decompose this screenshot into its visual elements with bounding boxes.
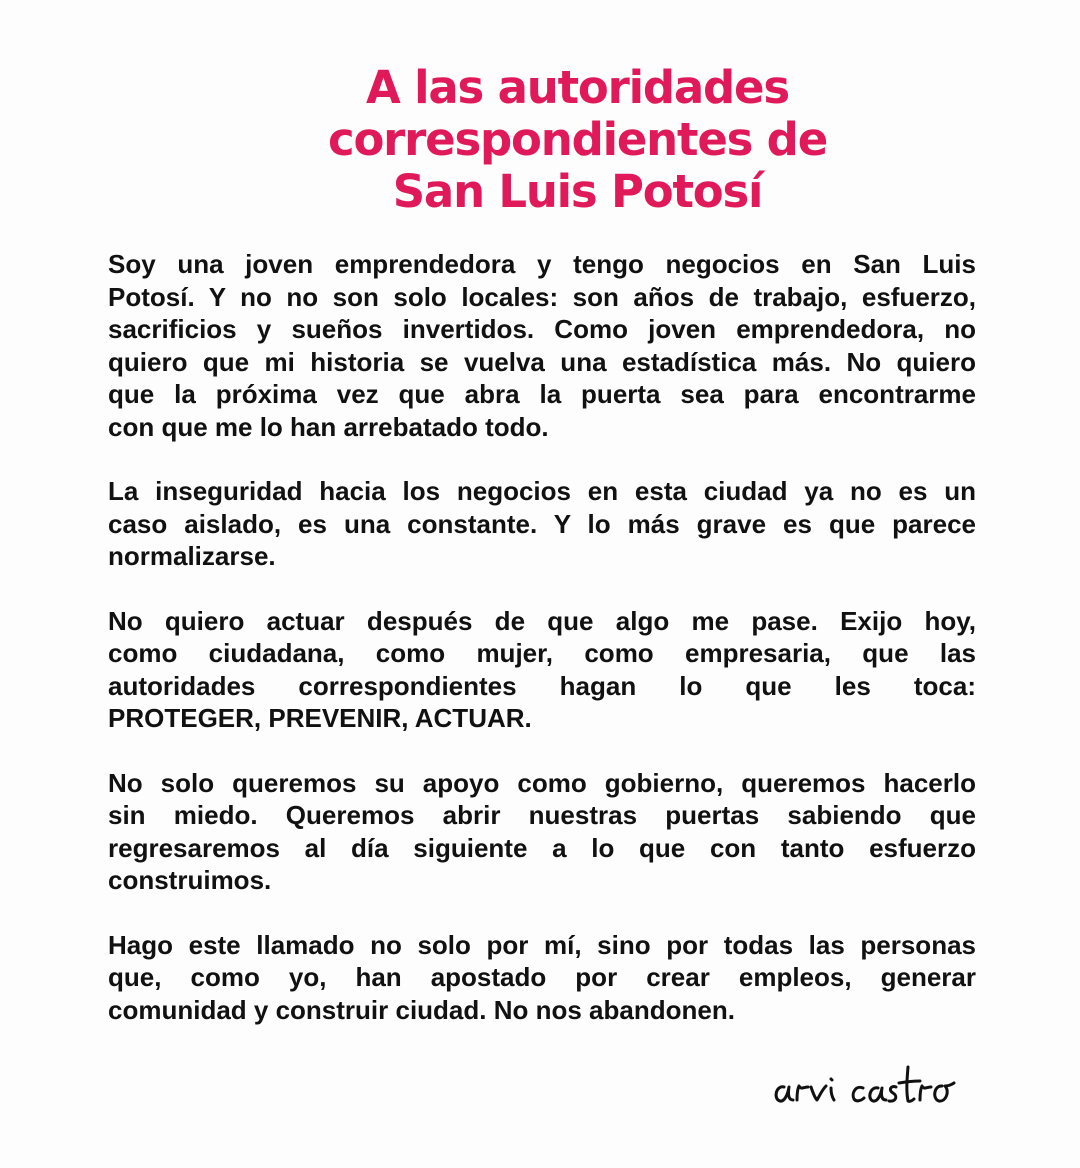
- paragraph-line: La inseguridad hacia los negocios en esta ciudad ya no es un: [108, 476, 976, 506]
- paragraph-line: sacrificios y sueños invertidos. Como joven emprendedora, no: [108, 314, 976, 344]
- paragraph-line: construimos.: [108, 865, 272, 895]
- paragraph-line: normalizarse.: [108, 541, 276, 571]
- paragraph-line: regresaremos al día siguiente a lo que con tanto esfuerzo: [108, 832, 976, 863]
- paragraph-line: PROTEGER, PREVENIR, ACTUAR.: [108, 703, 532, 733]
- letter-body: [108, 248, 976, 1058]
- paragraph-line: Soy una joven emprendedora y tengo negocios en San Luis: [108, 249, 976, 279]
- paragraph-line: como ciudadana, como mujer, como empresaria, que las: [108, 638, 976, 668]
- title-line: A las autoridades: [366, 61, 789, 114]
- paragraph: [108, 605, 976, 735]
- paragraph: [108, 475, 976, 573]
- paragraph-line: Hago este llamado no solo por mí, sino por todas las personas: [108, 929, 976, 960]
- signature-icon: [770, 1055, 985, 1115]
- paragraph-line: No solo queremos su apoyo como gobierno, queremos hacerlo: [108, 767, 976, 798]
- paragraph: [108, 248, 976, 443]
- paragraph: [108, 929, 976, 1027]
- paragraph-line: No quiero actuar después de que algo me pase. Exijo hoy,: [108, 605, 976, 636]
- paragraph-line: autoridades correspondientes hagan lo que les toca:: [108, 670, 976, 701]
- paragraph-line: Potosí. Y no no son solo locales: son años de trabajo, esfuerzo,: [108, 281, 976, 312]
- paragraph-line: sin miedo. Queremos abrir nuestras puertas sabiendo que: [108, 800, 976, 830]
- paragraph: [108, 767, 976, 897]
- paragraph-line: que, como yo, han apostado por crear empleos, generar: [108, 962, 976, 992]
- letter-title: [140, 62, 1015, 218]
- paragraph-line: quiero que mi historia se vuelva una estadística más. No quiero: [108, 346, 976, 377]
- paragraph-line: con que me lo han arrebatado todo.: [108, 411, 549, 442]
- paragraph-line: comunidad y construir ciudad. No nos abandonen.: [108, 994, 735, 1025]
- paragraph-line: que la próxima vez que abra la puerta sea para encontrarme: [108, 379, 976, 409]
- title-line: San Luis Potosí: [392, 165, 763, 218]
- paragraph-line: caso aislado, es una constante. Y lo más grave es que parece: [108, 508, 976, 539]
- title-line: correspondientes de: [327, 113, 828, 166]
